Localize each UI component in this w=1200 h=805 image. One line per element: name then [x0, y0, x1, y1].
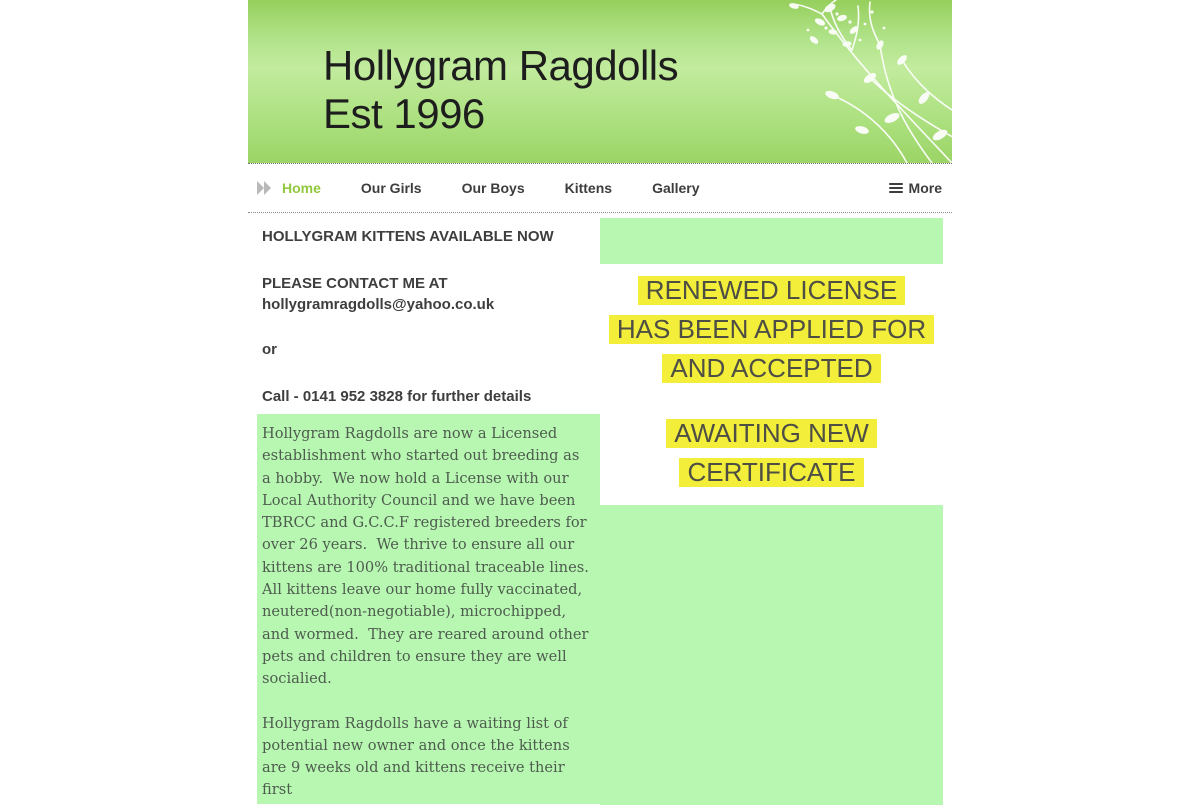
wildflower-art-icon — [702, 0, 952, 163]
nav-item-home[interactable]: Home — [282, 180, 321, 196]
main-nav — [248, 163, 952, 213]
main-content — [248, 213, 952, 805]
contact-email: hollygramragdolls@yahoo.co.uk — [262, 296, 495, 313]
bottom-green-box — [600, 505, 943, 805]
page-container — [248, 0, 952, 805]
nav-item-our-boys[interactable]: Our Boys — [461, 180, 525, 196]
phone-details-text: Call - 0141 952 3828 for further details — [262, 388, 532, 405]
left-column — [248, 213, 600, 804]
more-button-label: More — [908, 180, 942, 196]
right-column — [600, 213, 952, 805]
site-title — [323, 42, 678, 138]
nav-item-gallery[interactable]: Gallery — [652, 180, 700, 196]
more-button[interactable] — [889, 180, 942, 196]
nav-item-our-girls[interactable]: Our Girls — [360, 180, 422, 196]
license-notice — [600, 276, 943, 393]
nav-item-kittens[interactable]: Kittens — [564, 180, 613, 196]
kittens-available-heading: HOLLYGRAM KITTENS AVAILABLE NOW — [262, 228, 554, 245]
about-green-box — [257, 414, 600, 804]
contact-block — [262, 273, 600, 315]
license-notice-line1: RENEWED LICENSE — [638, 276, 905, 305]
hamburger-icon — [889, 181, 903, 195]
certificate-notice — [600, 419, 943, 497]
license-notice-line2: HAS BEEN APPLIED FOR — [609, 315, 934, 344]
top-green-box — [600, 218, 943, 264]
header-banner — [248, 0, 952, 163]
certificate-notice-line1: AWAITING NEW — [666, 419, 877, 448]
contact-line: PLEASE CONTACT ME AT — [262, 275, 448, 292]
or-text: or — [262, 341, 277, 358]
certificate-notice-line2: CERTIFICATE — [679, 458, 863, 487]
site-title-line2: Est 1996 — [323, 90, 485, 137]
license-notice-line3: AND ACCEPTED — [662, 354, 880, 383]
about-paragraph-1: Hollygram Ragdolls are now a Licensed establishment who started out breeding as a hobby. We now hold a License with our Local Authority Council and we have been TBRCC and G.C.C.F registered breeders for over 26 years. We thrive to ensure all our kittens are 100% traditional traceable lines. All kittens leave our home fully vaccinated, neutered(non-negotiable), microchipped, and wormed. They are reared around other pets and children to ensure they are well socialied. — [262, 425, 599, 688]
site-title-line1: Hollygram Ragdolls — [323, 42, 679, 89]
chevron-right-icon — [256, 181, 274, 195]
about-paragraph-2: Hollygram Ragdolls have a waiting list of potential new owner and once the kittens are 9 weeks old and kittens receive their first — [262, 714, 575, 799]
